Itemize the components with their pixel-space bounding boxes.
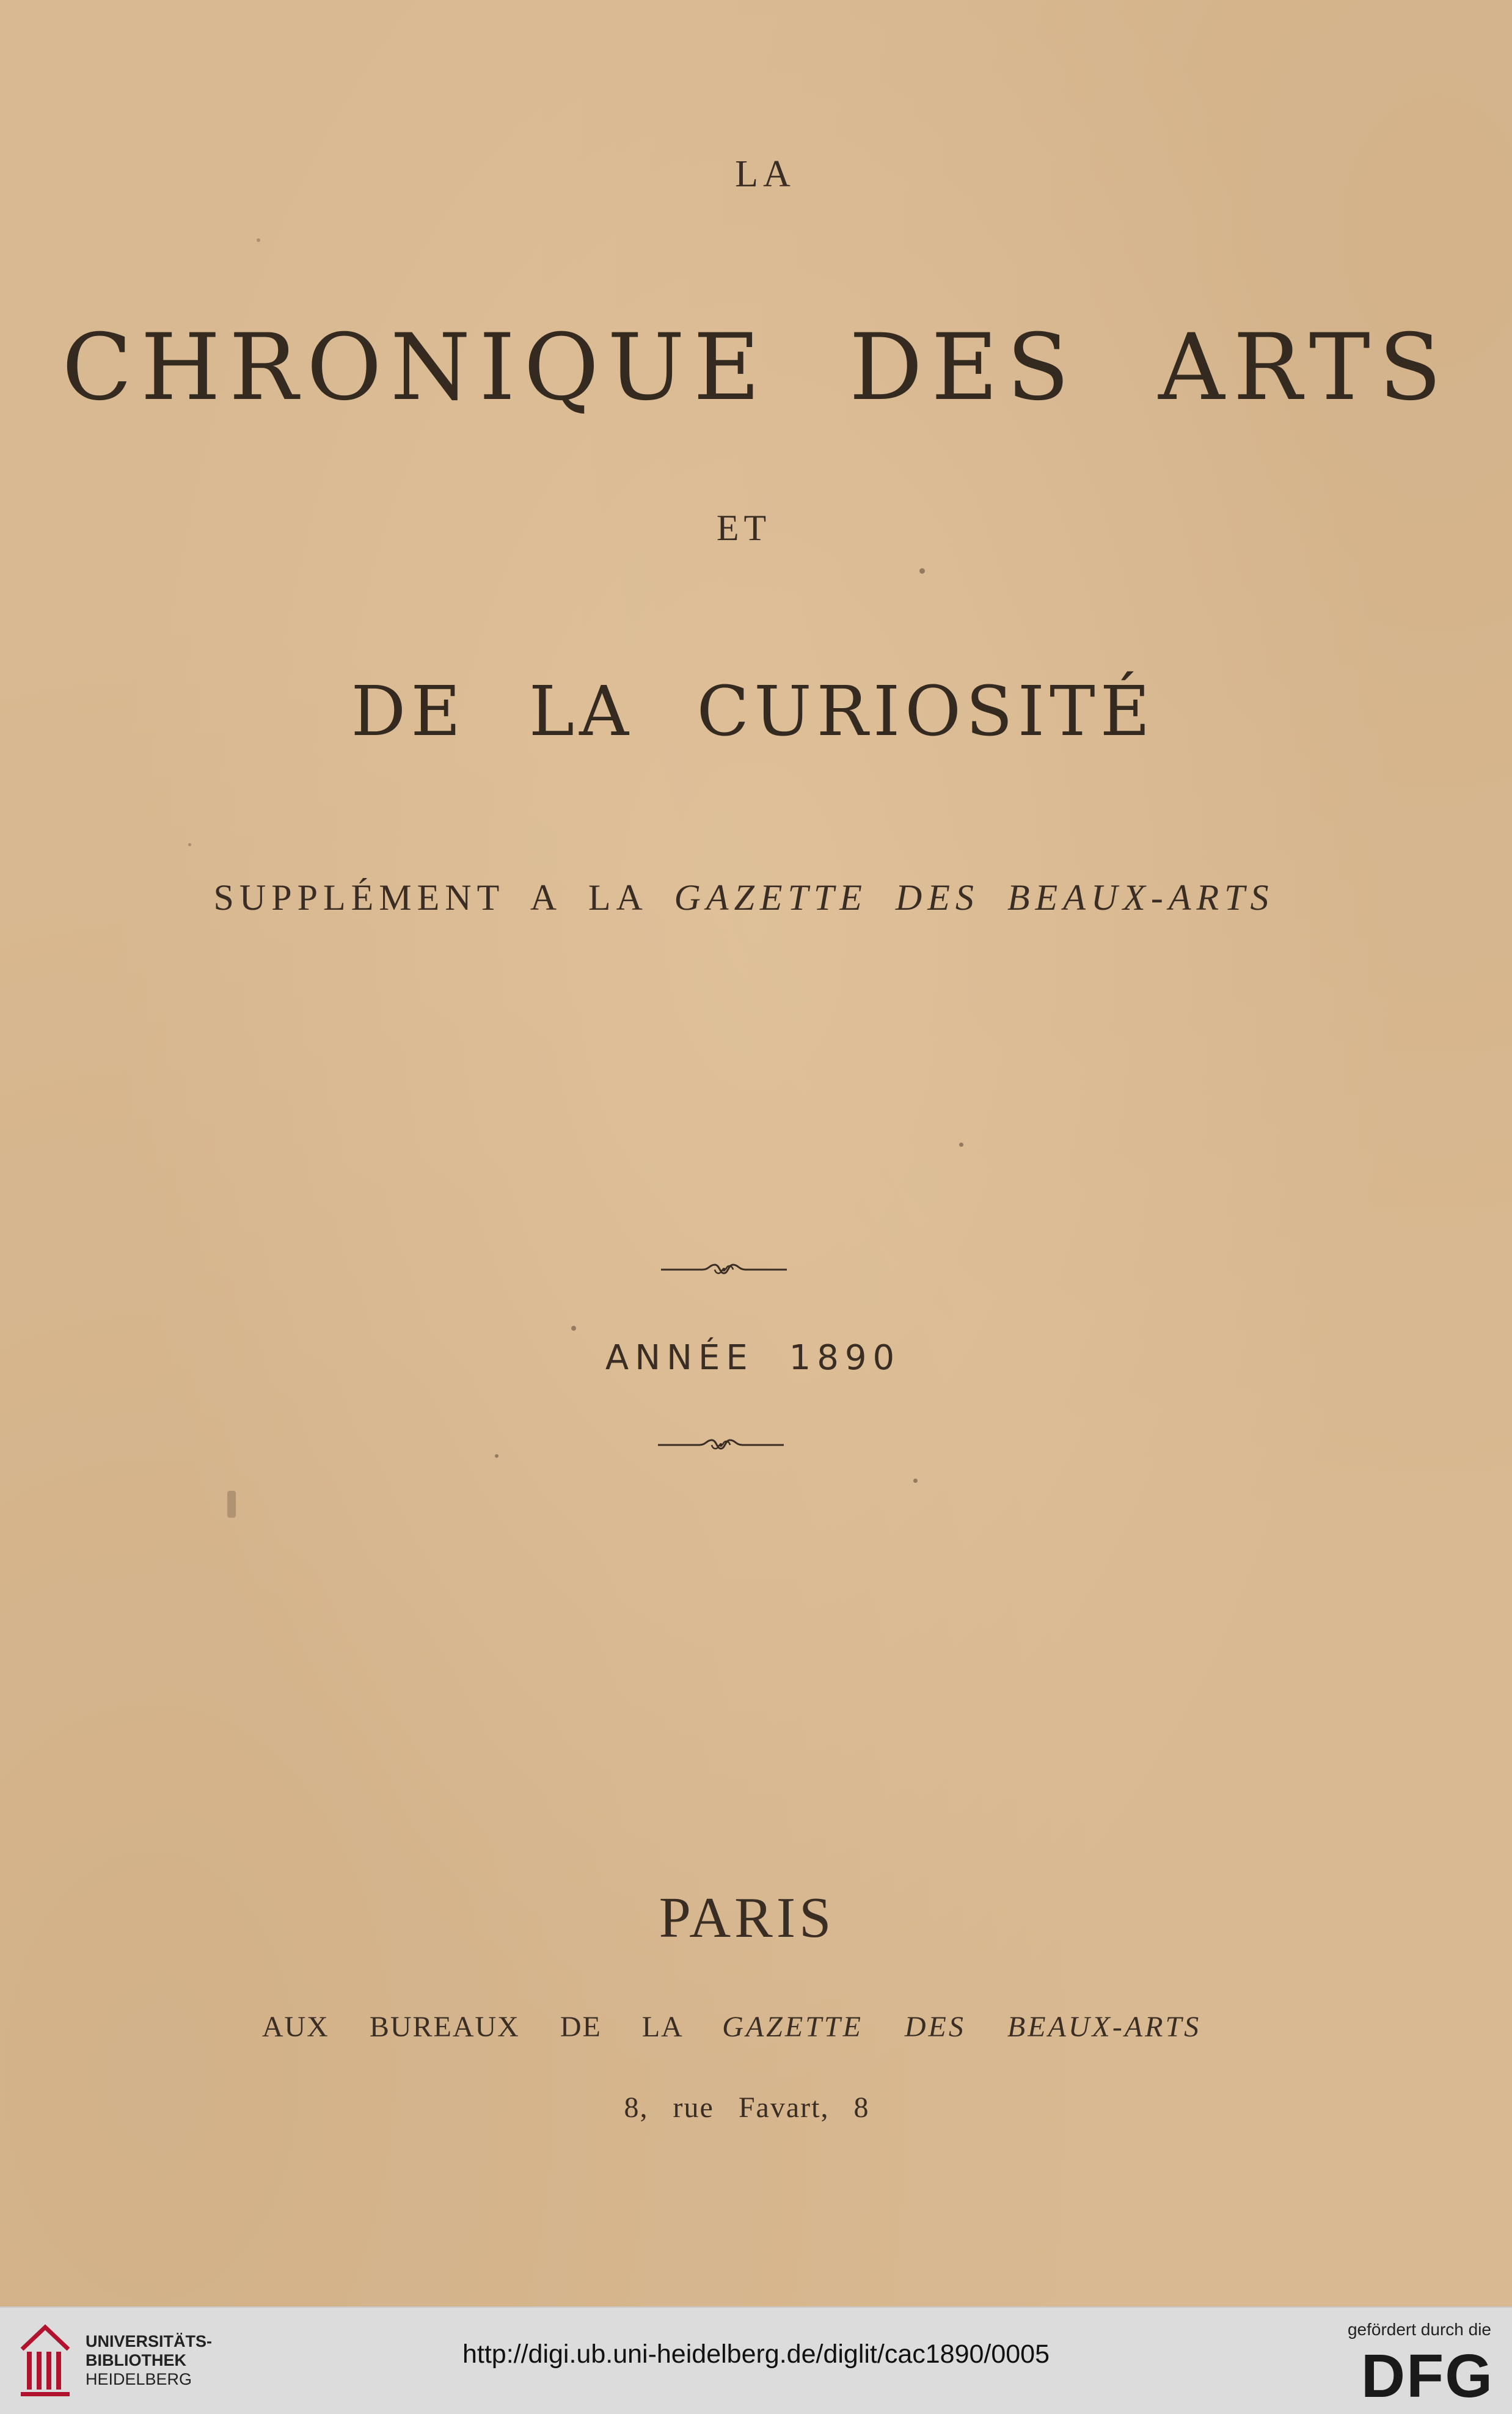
library-name-line2: BIBLIOTHEK	[86, 2351, 186, 2369]
paper-speck	[188, 843, 191, 846]
city: PARIS	[659, 1886, 835, 1950]
paper-speck	[919, 568, 925, 574]
article-la: LA	[735, 153, 795, 195]
funding-caption: gefördert durch die	[1347, 2320, 1491, 2339]
main-title: CHRONIQUE DES ARTS	[62, 315, 1450, 421]
address: 8, rue Favart, 8	[624, 2091, 870, 2124]
publisher-prefix: AUX BUREAUX DE LA	[261, 2011, 682, 2043]
dfg-logo[interactable]: DFG	[1360, 2342, 1494, 2410]
paper-speck	[257, 238, 260, 242]
supplement-prefix: SUPPLÉMENT A LA	[213, 877, 646, 918]
library-name-line1: UNIVERSITÄTS-	[86, 2332, 213, 2350]
paper-speck	[227, 1491, 236, 1518]
ornament-divider-bottom	[657, 1433, 785, 1457]
subtitle: DE LA CURIOSITÉ	[351, 672, 1155, 752]
paper-speck	[495, 1454, 499, 1458]
supplement-line	[0, 877, 1512, 919]
library-name-line3: HEIDELBERG	[86, 2370, 192, 2388]
paper-speck	[571, 1326, 576, 1331]
year-line: ANNÉE 1890	[605, 1338, 901, 1378]
publisher-journal: GAZETTE DES BEAUX-ARTS	[722, 2011, 1202, 2043]
supplement-journal: GAZETTE DES BEAUX-ARTS	[674, 877, 1274, 918]
permalink-url[interactable]: http://digi.ub.uni-heidelberg.de/diglit/cac1890/0005	[462, 2339, 1050, 2369]
conjunction-et: ET	[716, 508, 772, 548]
ornament-divider-top	[660, 1257, 788, 1282]
paper-speck	[913, 1479, 918, 1483]
paper-speck	[959, 1143, 963, 1147]
digitization-footer	[0, 2306, 1512, 2414]
publisher-line	[0, 2010, 1512, 2044]
